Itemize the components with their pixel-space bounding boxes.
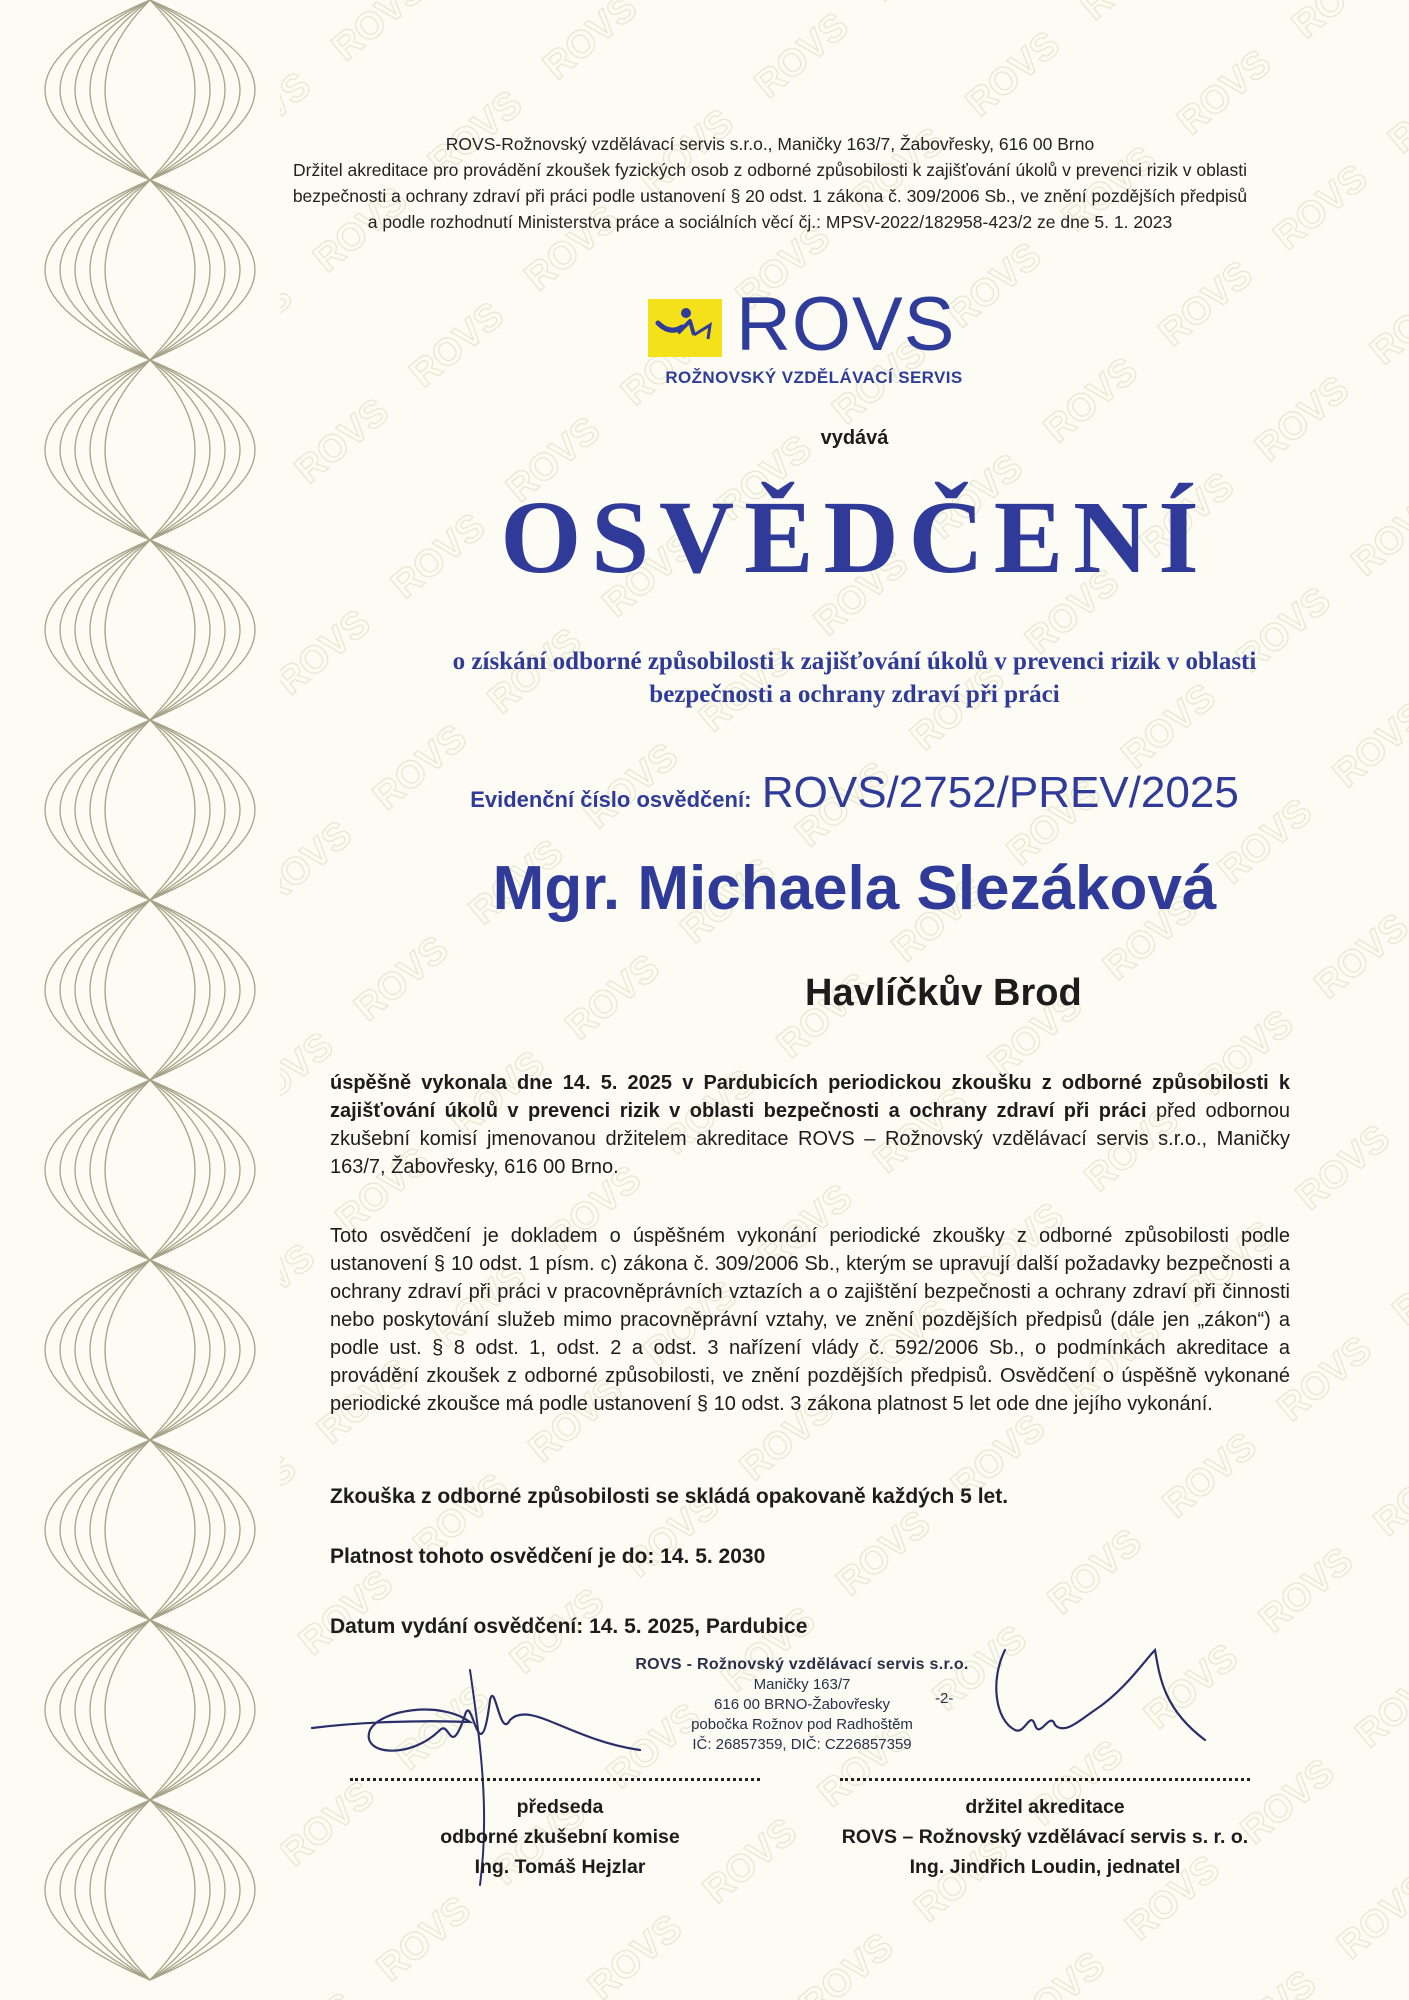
rovs-logo-icon (648, 299, 722, 357)
certificate-title: OSVĚDČENÍ (500, 480, 1209, 595)
validity-date: Platnost tohoto osvědčení je do: 14. 5. 2030 (330, 1545, 766, 1568)
certificate-number: ROVS/2752/PREV/2025 (761, 768, 1239, 817)
header-line-1: ROVS-Rožnovský vzdělávací servis s.r.o., Maničky 163/7, Žabovřesky, 616 00 Brno (445, 134, 1095, 154)
certificate-number-label: Evidenční číslo osvědčení: (470, 787, 752, 812)
exam-paragraph (330, 1069, 1290, 1181)
logo-subtitle: ROŽNOVSKÝ VZDĚLÁVACÍ SERVIS (665, 368, 963, 387)
stamp-line-1: ROVS - Rožnovský vzdělávací servis s.r.o. (635, 1656, 969, 1673)
holder-city: Havlíčkův Brod (805, 972, 1082, 1014)
issue-date: Datum vydání osvědčení: 14. 5. 2025, Pardubice (330, 1615, 808, 1638)
right-signer-role-2: ROVS – Rožnovský vzdělávací servis s. r. o. (841, 1826, 1249, 1848)
certificate-subtitle-2: bezpečnosti a ochrany zdraví při práci (649, 681, 1060, 708)
exam-paragraph-normal: před odbornou zkušební komisí jmenovanou držitelem akreditace ROVS – Rožnovský vzdělávací servis s.r.o., Maničky 163/7, Žabovřesky, 616 00 Brno. (330, 1100, 1290, 1178)
legal-paragraph: Toto osvědčení je dokladem o úspěšném vykonání periodické zkoušky z odborné způsobilosti podle ustanovení § 10 odst. 1 písm. c) zákona č. 309/2006 Sb., kterým se upravují další požadavky bezpečnosti a ochrany zdraví při práci v pracovněprávních vztazích a o zajištění bezpečnosti a ochrany zdraví při činnosti nebo poskytování služeb mimo pracovněprávní vztahy, ve znění pozdějších předpisů (dále jen „zákon“) a podle ust. § 8 odst. 1, odst. 2 a odst. 3 nařízení vlády č. 592/2006 Sb., o podmínkách akreditace a provádění zkoušek z odborné způsobilosti, ve znění pozdějších předpisů. Osvědčení o úspěšně vykonané periodické zkoušce má podle ustanovení § 10 odst. 3 zákona platnost 5 let ode dne jejího vykonání. (330, 1225, 1290, 1415)
right-signer-role-1: držitel akreditace (965, 1796, 1125, 1818)
header-line-2: Držitel akreditace pro provádění zkoušek fyzických osob z odborné způsobilosti k zajišťování úkolů v prevenci rizik v oblasti (293, 160, 1247, 180)
issues-label: vydává (820, 427, 889, 449)
repeat-note: Zkouška z odborné způsobilosti se skládá opakovaně každých 5 let. (330, 1485, 1009, 1508)
stamp-mark: -2- (935, 1690, 954, 1707)
stamp-line-2: Maničky 163/7 (753, 1676, 851, 1693)
header-line-4: a podle rozhodnutí Ministerstva práce a sociálních věcí čj.: MPSV-2022/182958-423/2 ze dne 5. 1. 2023 (367, 212, 1173, 232)
left-signer-name: Ing. Tomáš Hejzlar (474, 1856, 646, 1878)
signature-line-left (350, 1778, 760, 1781)
stamp-line-5: IČ: 26857359, DIČ: CZ26857359 (692, 1736, 912, 1753)
stamp-line-3: 616 00 BRNO-Žabovřesky (714, 1696, 890, 1713)
holder-name: Mgr. Michaela Slezáková (492, 854, 1217, 923)
guilloche-border (0, 0, 300, 2000)
company-stamp (632, 1655, 972, 1755)
exam-paragraph-bold: úspěšně vykonala dne 14. 5. 2025 v Pardubicích periodickou zkoušku z odborné způsobilosti k zajišťování úkolů v prevenci rizik v oblasti bezpečnosti a ochrany zdraví při práci (330, 1072, 1290, 1122)
signature-line-right (840, 1778, 1250, 1781)
header-line-3: bezpečnosti a ochrany zdraví při práci podle ustanovení § 20 odst. 1 zákona č. 309/2006 Sb., ve znění pozdějších předpisů (292, 186, 1248, 206)
rovs-logo (648, 282, 980, 395)
certificate-subtitle-1: o získání odborné způsobilosti k zajišťování úkolů v prevenci rizik v oblasti (452, 648, 1257, 675)
certificate-number-row (300, 768, 1409, 818)
stamp-line-4: pobočka Rožnov pod Radhoštěm (691, 1716, 913, 1733)
signature-right (985, 1640, 1245, 1780)
left-signer-role-2: odborné zkušební komise (440, 1826, 680, 1848)
logo-wordmark: ROVS (736, 282, 956, 367)
right-signer-name: Ing. Jindřich Loudin, jednatel (909, 1856, 1181, 1878)
left-signer-role-1: předseda (516, 1796, 604, 1818)
